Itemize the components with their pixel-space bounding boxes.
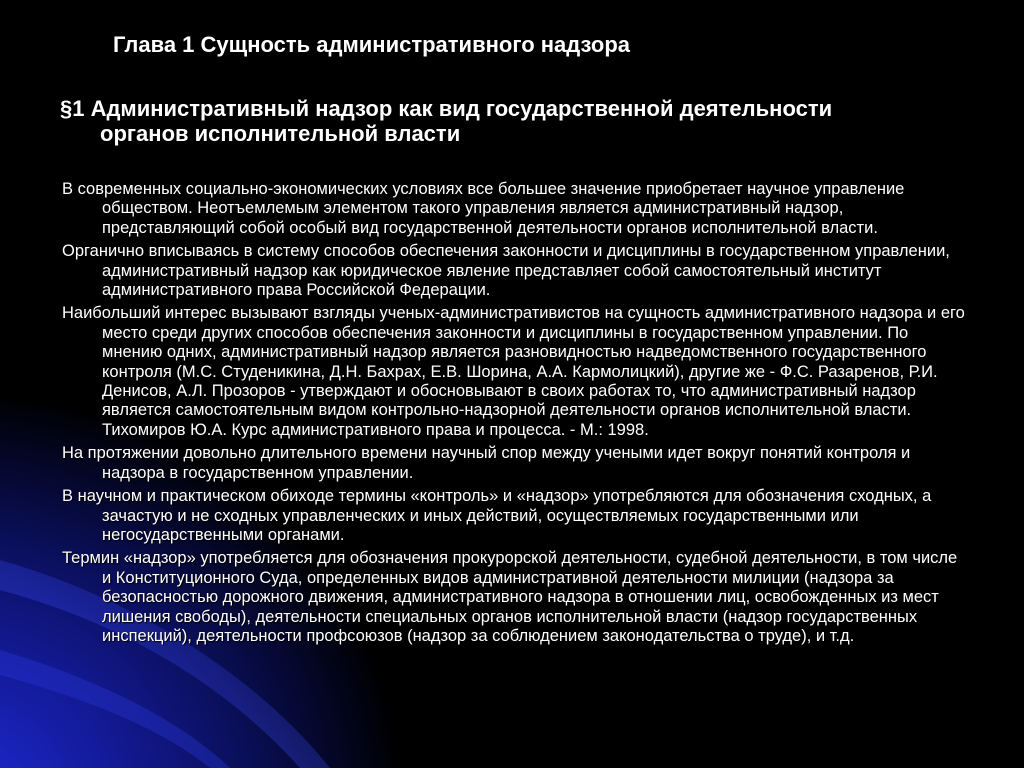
section-heading xyxy=(60,96,970,146)
paragraph: В современных социально-экономических условиях все большее значение приобретает научное управление обществом. Неотъемлемым элементом такого управления является административный надзор, представляющий собой особый вид государственной деятельности органов исполнительной власти. xyxy=(62,180,905,237)
paragraph: В научном и практическом обиходе термины «контроль» и «надзор» употребляются для обозначения сходных, а зачастую и не сходных управленческих и иных действий, осуществляемых государственными или негосударственными органами. xyxy=(62,487,932,544)
section-heading-line1: §1 Административный надзор как вид государственной деятельности xyxy=(60,96,833,121)
body-text xyxy=(62,180,967,650)
paragraph: На протяжении довольно длительного времени научный спор между учеными идет вокруг понятий контроля и надзора в государственном управлении. xyxy=(62,444,911,482)
paragraph: Термин «надзор» употребляется для обозначения прокурорской деятельности, судебной деятельности, в том числе и Конституционного Суда, определенных видов административной деятельности милиции (надзора за безопасностью дорожного движения, административного надзора в отношении лиц, освобожденных из мест лишения свободы), деятельности специальных органов исполнительной власти (надзор государственных инспекций), деятельности профсоюзов (надзор за соблюдением законодательства о труде), и т.д. xyxy=(62,549,958,645)
paragraph: Органично вписываясь в систему способов обеспечения законности и дисциплины в государственном управлении, административный надзор как юридическое явление представляет собой самостоятельный институт административного права Российской Федерации. xyxy=(62,242,950,300)
section-heading-line2: органов исполнительной власти xyxy=(100,121,461,146)
paragraph: Наибольший интерес вызывают взгляды ученых-административистов на сущность административного надзора и его место среди других способов обеспечения законности и дисциплины в государственном управлении. По мнению одних, административный надзор является разновидностью надведомственного государственного контроля (М.С. Студеникина, Д.Н. Бахрах, Е.В. Шорина, А.А. Кармолицкий), другие же - Ф.С. Разаренов, Р.И. Денисов, А.Л. Прозоров - утверждают и обосновывают в своих работах то, что административный надзор является самостоятельным видом контрольно-надзорной деятельности органов исполнительной власти. Тихомиров Ю.А. Курс административного права и процесса. - М.: 1998. xyxy=(62,304,965,439)
chapter-title: Глава 1 Сущность административного надзора xyxy=(113,32,631,57)
